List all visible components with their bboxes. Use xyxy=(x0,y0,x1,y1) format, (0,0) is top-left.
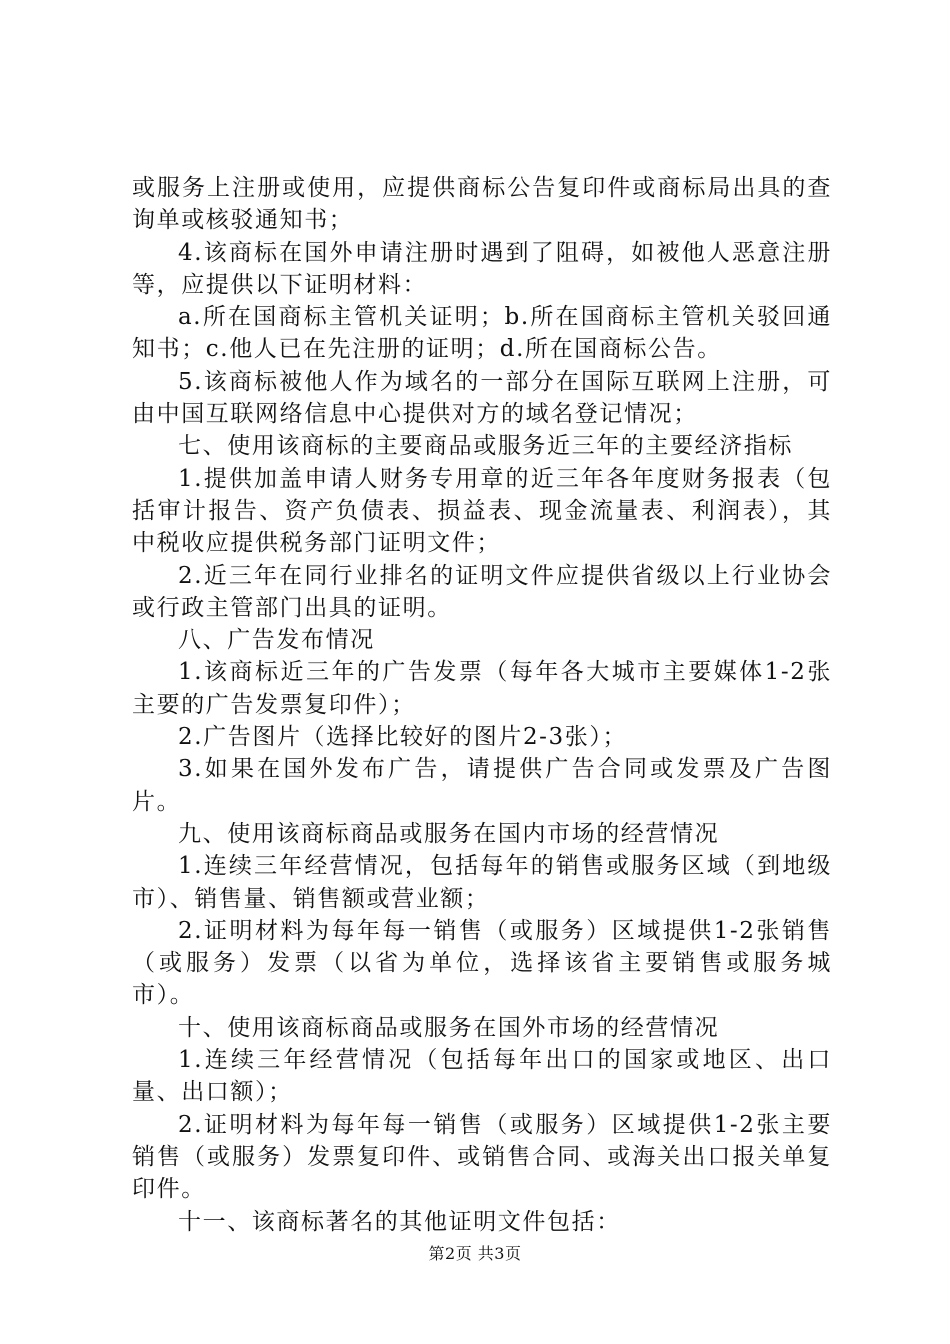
paragraph-14: 2.证明材料为每年每一销售（或服务）区域提供1-2张销售（或服务）发票（以省为单位，选择该省主要销售或服务城市）。 xyxy=(132,917,832,1009)
section-heading-10: 十、使用该商标商品或服务在国外市场的经营情况 xyxy=(178,1014,720,1041)
section-heading-7: 七、使用该商标的主要商品或服务近三年的主要经济指标 xyxy=(178,433,793,460)
paragraph-4: 5.该商标被他人作为域名的一部分在国际互联网上注册，可由中国互联网络信息中心提供对方的域名登记情况； xyxy=(132,368,832,428)
paragraph-10: 2.广告图片（选择比较好的图片2-3张）； xyxy=(178,724,628,751)
paragraph-17: 2.证明材料为每年每一销售（或服务）区域提供1-2张主要销售（或服务）发票复印件、或销售合同、或海关出口报关单复印件。 xyxy=(132,1111,832,1203)
section-heading-11: 十一、该商标著名的其他证明文件包括： xyxy=(178,1208,621,1235)
paragraph-2: 4.该商标在国外申请注册时遇到了阻碍，如被他人恶意注册等，应提供以下证明材料： xyxy=(132,239,832,298)
paragraph-9: 1.该商标近三年的广告发票（每年各大城市主要媒体1-2张主要的广告发票复印件）； xyxy=(132,659,832,718)
paragraph-7: 2.近三年在同行业排名的证明文件应提供省级以上行业协会或行政主管部门出具的证明。 xyxy=(132,562,832,621)
page-number-footer: 第2页 共3页 xyxy=(428,1244,522,1263)
paragraph-3: a.所在国商标主管机关证明；b.所在国商标主管机关驳回通知书；c.他人已在先注册的证明；d.所在国商标公告。 xyxy=(132,304,832,363)
paragraph-13: 1.连续三年经营情况，包括每年的销售或服务区域（到地级市）、销售量、销售额或营业额； xyxy=(132,853,832,912)
paragraph-16: 1.连续三年经营情况（包括每年出口的国家或地区、出口量、出口额）； xyxy=(132,1047,832,1106)
section-heading-8: 八、广告发布情况 xyxy=(178,627,375,654)
paragraph-1: 或服务上注册或使用，应提供商标公告复印件或商标局出具的查询单或核驳通知书； xyxy=(132,175,832,234)
paragraph-6: 1.提供加盖申请人财务专用章的近三年各年度财务报表（包括审计报告、资产负债表、损益表、现金流量表、利润表），其中税收应提供税务部门证明文件； xyxy=(132,465,832,557)
paragraph-11: 3.如果在国外发布广告，请提供广告合同或发票及广告图片。 xyxy=(132,756,832,815)
section-heading-9: 九、使用该商标商品或服务在国内市场的经营情况 xyxy=(178,820,720,847)
document-body xyxy=(132,172,832,1238)
